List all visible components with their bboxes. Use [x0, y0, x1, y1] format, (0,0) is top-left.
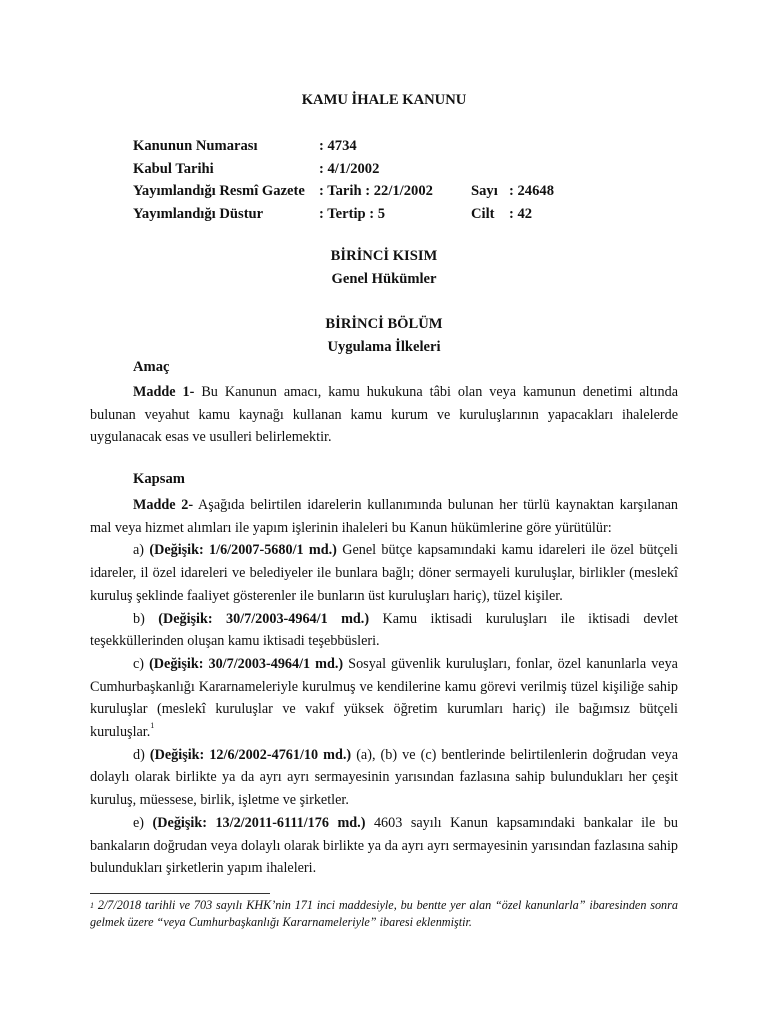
amendment-label: (Değişik: 30/7/2003-4964/1 md.)	[149, 655, 344, 672]
clause-text: Sosyal güvenlik kuruluşları, fonlar, özel kanunlarla veya Cumhurbaşkanlığı Kararnameleriyle kurulmuş ve kendilerine kamu görevi verilmiş tüzel kişiliğe sahip kuruluşlar (meslekî kuruluşlar ve vakıf yüksek öğretim kurumları hariç) ile bağımsız bütçeli kuruluşlar.	[90, 655, 678, 741]
article-2	[90, 494, 678, 880]
clause-b	[90, 608, 678, 653]
clause-text: (a), (b) ve (c) bentlerinde belirtilenlerin doğrudan veya dolaylı olarak birlikte ya da ayrı ayrı sermayesinin yarısından fazlasına sahip bulundukları her çeşit kuruluş, müessese, birlik, işletme ve şirketler.	[90, 746, 678, 809]
footnote-marker: 1	[90, 901, 94, 910]
clause-prefix: b)	[133, 610, 159, 627]
amendment-label: (Değişik: 13/2/2011-6111/176 md.)	[152, 814, 366, 831]
meta-extra-key: Cilt	[471, 206, 495, 223]
meta-row-acceptance-date	[133, 158, 554, 181]
meta-value: : 4734	[319, 138, 357, 154]
meta-key: Kabul Tarihi	[133, 160, 214, 177]
part-subtitle: Genel Hükümler	[331, 270, 437, 287]
article-1	[90, 381, 678, 449]
article-label: Madde 2-	[133, 497, 194, 513]
section-heading-amac: Amaç	[133, 359, 170, 375]
clause-prefix: a)	[133, 542, 150, 559]
clause-text: Genel bütçe kapsamındaki kamu idareleri ile özel bütçeli idareler, il özel idareleri ve belediyeler ile bunlara bağlı; döner sermayeli kuruluşlar, birlikler (meslekî kuruluş şeklinde faaliyet gösterenler ile bunların üst kuruluşları hariç), tüzel kişiler.	[90, 542, 678, 604]
meta-row-official-gazette	[133, 180, 554, 203]
clause-text: Kamu iktisadi kuruluşları ile iktisadi devlet teşekküllerinden oluşan kamu iktisadi teşebbüsleri.	[90, 610, 678, 650]
clause-e	[90, 812, 678, 880]
clause-c	[90, 653, 678, 744]
meta-key: Yayımlandığı Düstur	[133, 206, 264, 223]
clause-prefix: c)	[133, 655, 150, 672]
clause-prefix: e)	[133, 814, 153, 831]
footnote-separator	[90, 893, 270, 894]
law-title: KAMU İHALE KANUNU	[301, 92, 467, 108]
chapter-subtitle: Uygulama İlkeleri	[327, 338, 441, 355]
article-label: Madde 1-	[133, 384, 195, 400]
footnote-text: 2/7/2018 tarihli ve 703 sayılı KHK’nin 171 inci maddesiyle, bu bentte yer alan “özel kanunlarla” ibaresinden sonra gelmek üzere “veya Cumhurbaşkanlığı Kararnameleriyle” ibaresi eklenmiştir.	[90, 898, 678, 929]
meta-value: : Tarih : 22/1/2002	[319, 183, 433, 200]
amendment-label: (Değişik: 12/6/2002-4761/10 md.)	[149, 746, 352, 763]
amendment-label: (Değişik: 30/7/2003-4964/1 md.)	[158, 610, 370, 627]
article-text: Bu Kanunun amacı, kamu hukukuna tâbi olan veya kamunun denetimi altında bulunan veyahut kamu kaynağı kullanan kamu kurum ve kuruluşlarının yapacakları ihalelerde uygulanacak esas ve usulleri belirlemektir.	[90, 384, 678, 446]
meta-extra-key: Sayı	[471, 183, 498, 200]
footnote	[90, 897, 678, 931]
meta-extra-value: : 42	[509, 206, 533, 223]
law-metadata	[133, 135, 554, 226]
article-2-paragraph	[90, 494, 678, 539]
meta-extra-value: : 24648	[509, 183, 554, 200]
footnote-reference: 1	[150, 721, 155, 731]
meta-key: Yayımlandığı Resmî Gazete	[133, 183, 305, 200]
section-heading-kapsam: Kapsam	[133, 471, 185, 487]
meta-key: Kanunun Numarası	[133, 138, 258, 154]
part-heading	[0, 245, 768, 290]
meta-value: : 4/1/2002	[319, 160, 380, 177]
clause-text: 4603 sayılı Kanun kapsamındaki bankalar ile bu bankaların doğrudan veya dolaylı olarak birlikte ya da ayrı ayrı sermayesinin yarısından fazlasına sahip bulundukları şirketlerin yapım ihaleleri.	[90, 814, 678, 877]
chapter-title: BİRİNCİ BÖLÜM	[325, 316, 443, 332]
meta-row-dustur	[133, 203, 554, 226]
meta-row-number	[133, 135, 554, 158]
article-1-paragraph	[90, 381, 678, 449]
meta-value: : Tertip : 5	[319, 206, 386, 223]
clause-prefix: d)	[133, 746, 150, 763]
clause-d	[90, 744, 678, 812]
clause-a	[90, 539, 678, 607]
chapter-heading	[0, 313, 768, 358]
amendment-label: (Değişik: 1/6/2007-5680/1 md.)	[149, 542, 337, 559]
article-text: Aşağıda belirtilen idarelerin kullanımında bulunan her türlü kaynaktan karşılanan mal veya hizmet alımları ile yapım işlerinin ihaleleri bu Kanun hükümlerine göre yürütülür:	[90, 497, 678, 536]
part-title: BİRİNCİ KISIM	[330, 248, 438, 264]
